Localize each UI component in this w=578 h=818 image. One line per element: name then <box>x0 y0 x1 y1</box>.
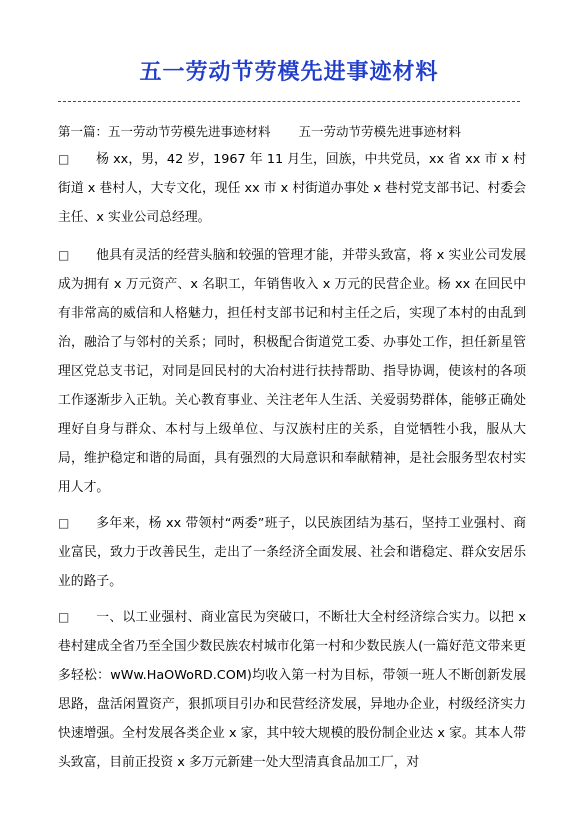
bullet-box-icon: □ <box>58 152 70 166</box>
paragraph <box>58 509 526 596</box>
section-heading <box>58 123 528 141</box>
dashed-divider <box>58 101 520 102</box>
paragraph-text: 多年来，杨 xx 带领村“两委”班子，以民族团结为基石，坚持工业强村、商业富民，致力于改善民生，走出了一条经济全面发展、社会和谐稳定、群众安居乐业的路子。 <box>58 516 526 589</box>
section-heading-part2: 五一劳动节劳模先进事迹材料 <box>298 124 462 139</box>
section-heading-part1: 第一篇：五一劳动节劳模先进事迹材料 <box>58 124 271 139</box>
paragraph-text: 他具有灵活的经营头脑和较强的管理才能，并带头致富，将 x 实业公司发展成为拥有 x 万元资产、x 名职工，年销售收入 x 万元的民营企业。杨 xx 在回民中有非常高的威信和人格魅力，担任村支部书记和村主任之后，实现了本村的由乱到治，融洽了与邻村的关系；同时，积极配合街道党工委、办事处工作，担任新星管理区党总支书记，对同是回民村的大冶村进行扶持帮助、指导协调，使该村的各项工作逐渐步入正轨。关心教育事业、关注老年人生活、关爱弱势群体，能够正确处理好自身与群众、本村与上级单位、与汉族村庄的关系，自觉牺牲小我，服从大局，维护稳定和谐的局面，具有强烈的大局意识和奉献精神，是社会服务型农村实用人才。 <box>58 248 526 495</box>
paragraph-text: 一、以工业强村、商业富民为突破口，不断壮大全村经济综合实力。以把 x 巷村建成全省乃至全国少数民族农村城市化第一村和少数民族人(一篇好范文带来更多轻松：wWw.HaOWoRD.COM)均收入第一村为目标，带领一班人不断创新发展思路，盘活闲置资产，狠抓项目引办和民营经济发展，异地办企业，村级经济实力快速增强。全村发展各类企业 x 家，其中较大规模的股份制企业达 x 家。其本人带头致富，目前正投资 x 多万元新建一处大型清真食品加工厂，对 <box>58 610 526 770</box>
paragraph <box>58 241 526 502</box>
bullet-box-icon: □ <box>58 248 70 262</box>
paragraph-text: 杨 xx，男，42 岁，1967 年 11 月生，回族，中共党员，xx 省 xx 市 x 村街道 x 巷村人，大专文化，现任 xx 市 x 村街道办事处 x 巷村党支部书记、村委会主任、x 实业公司总经理。 <box>58 152 526 225</box>
paragraph <box>58 145 526 232</box>
document-title: 五一劳动节劳模先进事迹材料 <box>139 60 439 85</box>
paragraph <box>58 603 526 777</box>
bullet-box-icon: □ <box>58 610 70 624</box>
bullet-box-icon: □ <box>58 516 70 530</box>
